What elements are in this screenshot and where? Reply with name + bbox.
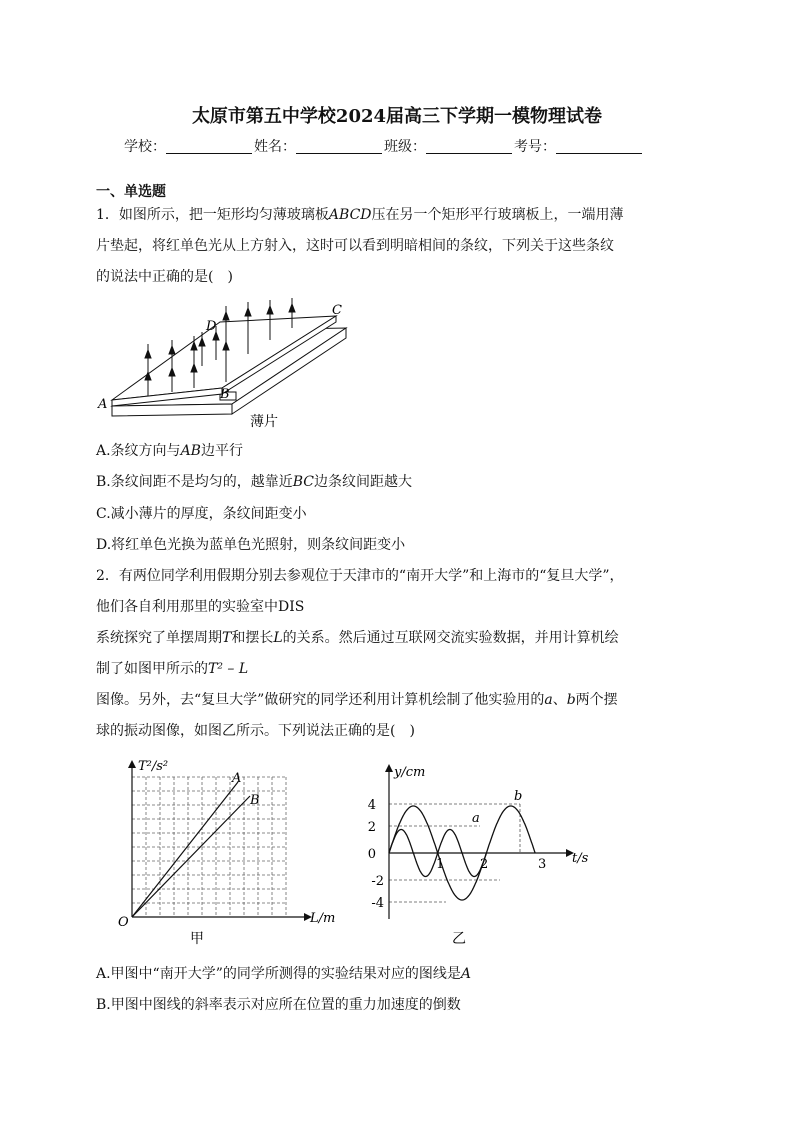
q2-text: 和摆长 xyxy=(231,630,274,646)
q2-line4 xyxy=(96,659,248,679)
q2-option-b[interactable]: B.甲图中图线的斜率表示对应所在位置的重力加速度的倒数 xyxy=(96,997,461,1013)
q1-text: 压在另一个矩形平行玻璃板上，一端用薄 xyxy=(371,207,624,223)
x-label: L/m xyxy=(310,911,336,926)
curve-a-label: a xyxy=(472,811,480,826)
tick-y-2: 2 xyxy=(367,820,376,835)
tick-y-4: 4 xyxy=(367,798,376,813)
tick-y-neg2: -2 xyxy=(371,874,384,889)
glass-plate-figure xyxy=(96,296,366,432)
q2-option-a-letter: A xyxy=(460,966,471,982)
class-blank xyxy=(426,139,512,154)
line-b xyxy=(132,796,250,917)
x-label: t/s xyxy=(572,851,589,866)
name-blank xyxy=(296,139,382,154)
caption-yi: 乙 xyxy=(452,931,466,947)
lower-plate-front xyxy=(112,404,232,416)
school-blank xyxy=(166,139,252,154)
label-d: D xyxy=(206,319,217,334)
line-a xyxy=(132,782,238,917)
q2-text: 的关系。然后通过互联网交流实验数据，并用计算机绘 xyxy=(282,630,619,646)
q2-option-a-text: A.甲图中“南开大学”的同学所测得的实验结果对应的图线是 xyxy=(96,966,461,982)
section-heading: 一、单选题 xyxy=(96,184,166,200)
q2-b: b xyxy=(566,692,576,708)
q1-line2: 片垫起，将红单色光从上方射入，这时可以看到明暗相间的条纹，下列关于这些条纹 xyxy=(96,238,614,254)
tick-x-2: 2 xyxy=(480,857,489,872)
tick-x-1: 1 xyxy=(436,857,445,872)
line-b-label: B xyxy=(250,793,260,808)
q2-line1: 2．有两位同学利用假期分别去参观位于天津市的“南开大学”和上海市的“复旦大学”， xyxy=(96,568,624,584)
label-a: A xyxy=(98,397,108,412)
y-axis-arrow xyxy=(385,764,393,772)
curve-b-label: b xyxy=(514,789,523,804)
name-label: 姓名： xyxy=(254,139,296,155)
line-a-label: A xyxy=(232,771,242,786)
graph-vibration xyxy=(340,754,600,950)
q2-text: 两个摆 xyxy=(575,692,618,708)
q2-l: L xyxy=(273,630,283,646)
q2-expr: T² – L xyxy=(208,661,249,677)
q1-option-a-text: A.条纹方向与 xyxy=(96,443,181,459)
tick-y-0: 0 xyxy=(367,847,376,862)
grid xyxy=(132,777,286,917)
q1-option-d[interactable]: D.将红单色光换为蓝单色光照射，则条纹间距变小 xyxy=(96,537,406,553)
q1-option-b-text: 边条纹间距越大 xyxy=(314,474,413,490)
q1-text: 1．如图所示，把一矩形均匀薄玻璃板 xyxy=(96,207,329,223)
q2-text: 图像。另外，去“复旦大学”做研究的同学还利用计算机绘制了他实验用的 xyxy=(96,692,545,708)
q1-line3: 的说法中正确的是( ) xyxy=(96,269,233,285)
q1-option-b-text: B.条纹间距不是均匀的，越靠近 xyxy=(96,474,293,490)
class-label: 班级： xyxy=(384,139,426,155)
q2-line3 xyxy=(96,628,619,648)
y-label: T²/s² xyxy=(138,759,169,774)
tick-y-neg4: -4 xyxy=(371,896,384,911)
q1-line1 xyxy=(96,205,624,225)
number-blank xyxy=(556,139,642,154)
q2-text: 系统探究了单摆周期 xyxy=(96,630,222,646)
q2-sep: 、 xyxy=(552,692,567,708)
student-info-row xyxy=(124,136,644,156)
q1-option-b-bc: BC xyxy=(292,474,315,490)
y-axis-arrow xyxy=(128,760,136,768)
q1-option-b[interactable] xyxy=(96,472,412,492)
caption-jia: 甲 xyxy=(190,931,204,947)
q2-text: 制了如图甲所示的 xyxy=(96,661,208,677)
q1-option-a-text: 边平行 xyxy=(200,443,243,459)
q1-option-c[interactable]: C.减小薄片的厚度，条纹间距变小 xyxy=(96,506,307,522)
q2-a: a xyxy=(544,692,553,708)
graph-t2-l xyxy=(100,752,340,948)
label-b: B xyxy=(220,387,230,402)
origin-label: O xyxy=(118,915,129,930)
q2-line2: 他们各自利用那里的实验室中DIS xyxy=(96,599,305,615)
number-label: 考号： xyxy=(514,139,556,155)
tick-x-3: 3 xyxy=(538,857,547,872)
q2-line6: 球的振动图像，如图乙所示。下列说法正确的是( ) xyxy=(96,723,415,739)
q2-t: T xyxy=(222,630,232,646)
label-shim: 薄片 xyxy=(250,414,278,430)
page-title: 太原市第五中学校2024届高三下学期一模物理试卷 xyxy=(191,106,603,127)
y-label: y/cm xyxy=(394,765,426,780)
q1-option-a-ab: AB xyxy=(180,443,201,459)
q1-option-a[interactable] xyxy=(96,441,243,461)
school-label: 学校： xyxy=(124,139,166,155)
label-c: C xyxy=(332,303,342,318)
q2-option-a[interactable] xyxy=(96,964,471,984)
q2-line5 xyxy=(96,690,618,710)
q1-abcd: ABCD xyxy=(328,207,372,223)
